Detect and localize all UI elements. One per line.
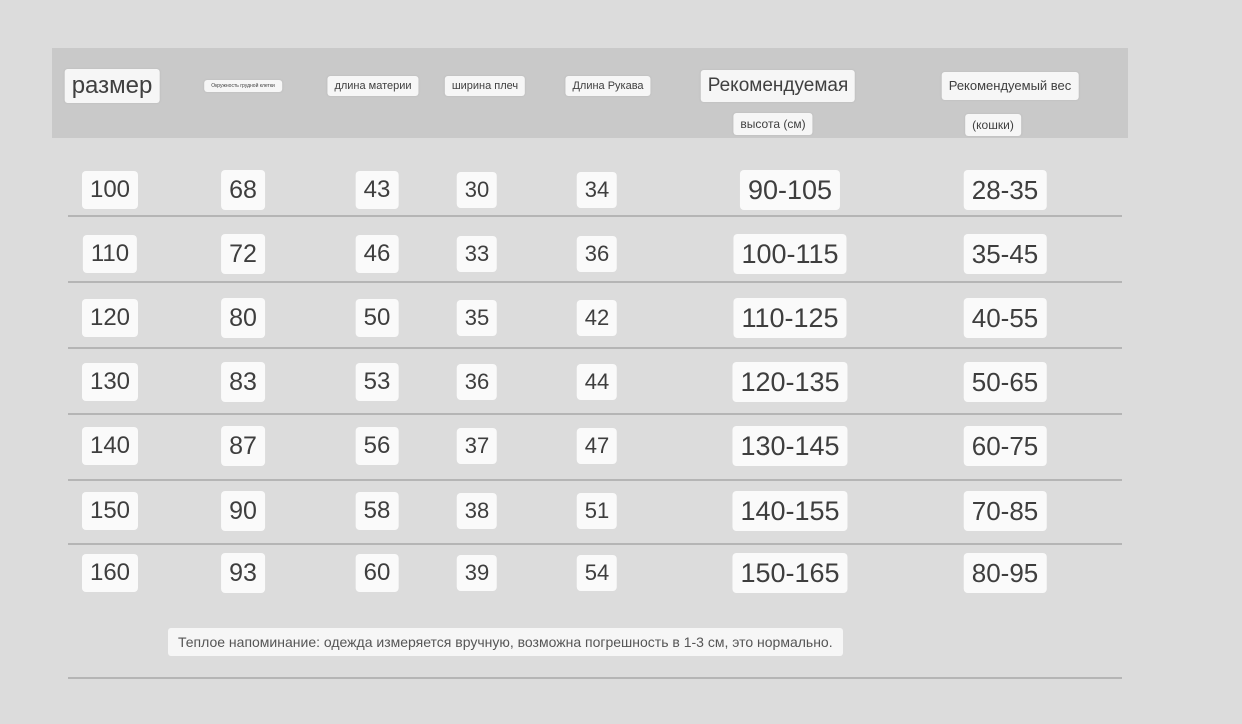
cell-height: 130-145 — [732, 426, 847, 466]
cell-height: 100-115 — [733, 234, 846, 274]
row-divider — [68, 413, 1122, 415]
cell-sleeve: 42 — [577, 300, 617, 336]
cell-length: 50 — [356, 299, 399, 337]
cell-sleeve: 54 — [577, 555, 617, 591]
row-divider — [68, 347, 1122, 349]
cell-shoulder: 35 — [457, 300, 497, 336]
row-divider — [68, 215, 1122, 217]
cell-height: 120-135 — [732, 362, 847, 402]
cell-sleeve: 36 — [577, 236, 617, 272]
cell-size: 150 — [82, 492, 138, 530]
header-shoulder: ширина плеч — [445, 76, 525, 96]
cell-shoulder: 36 — [457, 364, 497, 400]
cell-size: 120 — [82, 299, 138, 337]
cell-chest: 80 — [221, 298, 265, 338]
measurement-note: Теплое напоминание: одежда измеряется вручную, возможна погрешность в 1-3 см, это нормально. — [168, 628, 843, 656]
cell-sleeve: 34 — [577, 172, 617, 208]
cell-shoulder: 30 — [457, 172, 497, 208]
cell-length: 43 — [356, 171, 399, 209]
cell-chest: 68 — [221, 170, 265, 210]
cell-height: 140-155 — [732, 491, 847, 531]
cell-sleeve: 44 — [577, 364, 617, 400]
cell-length: 56 — [356, 427, 399, 465]
cell-shoulder: 33 — [457, 236, 497, 272]
cell-size: 100 — [82, 171, 138, 209]
row-divider — [68, 479, 1122, 481]
cell-weight: 70-85 — [964, 491, 1047, 531]
cell-size: 140 — [82, 427, 138, 465]
cell-chest: 72 — [221, 234, 265, 274]
cell-height: 150-165 — [732, 553, 847, 593]
bottom-divider — [68, 677, 1122, 679]
cell-length: 58 — [356, 492, 399, 530]
cell-shoulder: 39 — [457, 555, 497, 591]
header-weight-sub: (кошки) — [965, 114, 1021, 136]
cell-weight: 80-95 — [964, 553, 1047, 593]
cell-chest: 93 — [221, 553, 265, 593]
cell-weight: 28-35 — [964, 170, 1047, 210]
header-weight-title: Рекомендуемый вес — [942, 72, 1079, 100]
cell-shoulder: 37 — [457, 428, 497, 464]
cell-chest: 83 — [221, 362, 265, 402]
header-length: длина материи — [327, 76, 418, 96]
cell-height: 110-125 — [733, 298, 846, 338]
cell-weight: 60-75 — [964, 426, 1047, 466]
header-height-title: Рекомендуемая — [701, 70, 855, 102]
cell-length: 53 — [356, 363, 399, 401]
header-sleeve: Длина Рукава — [565, 76, 650, 96]
cell-size: 110 — [83, 235, 137, 273]
row-divider — [68, 281, 1122, 283]
cell-size: 160 — [82, 554, 138, 592]
header-size: размер — [65, 69, 160, 103]
cell-sleeve: 51 — [577, 493, 617, 529]
cell-weight: 50-65 — [964, 362, 1047, 402]
cell-chest: 87 — [221, 426, 265, 466]
cell-sleeve: 47 — [577, 428, 617, 464]
cell-size: 130 — [82, 363, 138, 401]
header-chest: Окружность грудной клетки — [204, 80, 282, 92]
header-height-sub: высота (см) — [733, 113, 812, 135]
cell-length: 60 — [356, 554, 399, 592]
cell-length: 46 — [356, 235, 399, 273]
cell-weight: 35-45 — [964, 234, 1047, 274]
cell-chest: 90 — [221, 491, 265, 531]
row-divider — [68, 543, 1122, 545]
cell-shoulder: 38 — [457, 493, 497, 529]
cell-height: 90-105 — [740, 170, 840, 210]
cell-weight: 40-55 — [964, 298, 1047, 338]
